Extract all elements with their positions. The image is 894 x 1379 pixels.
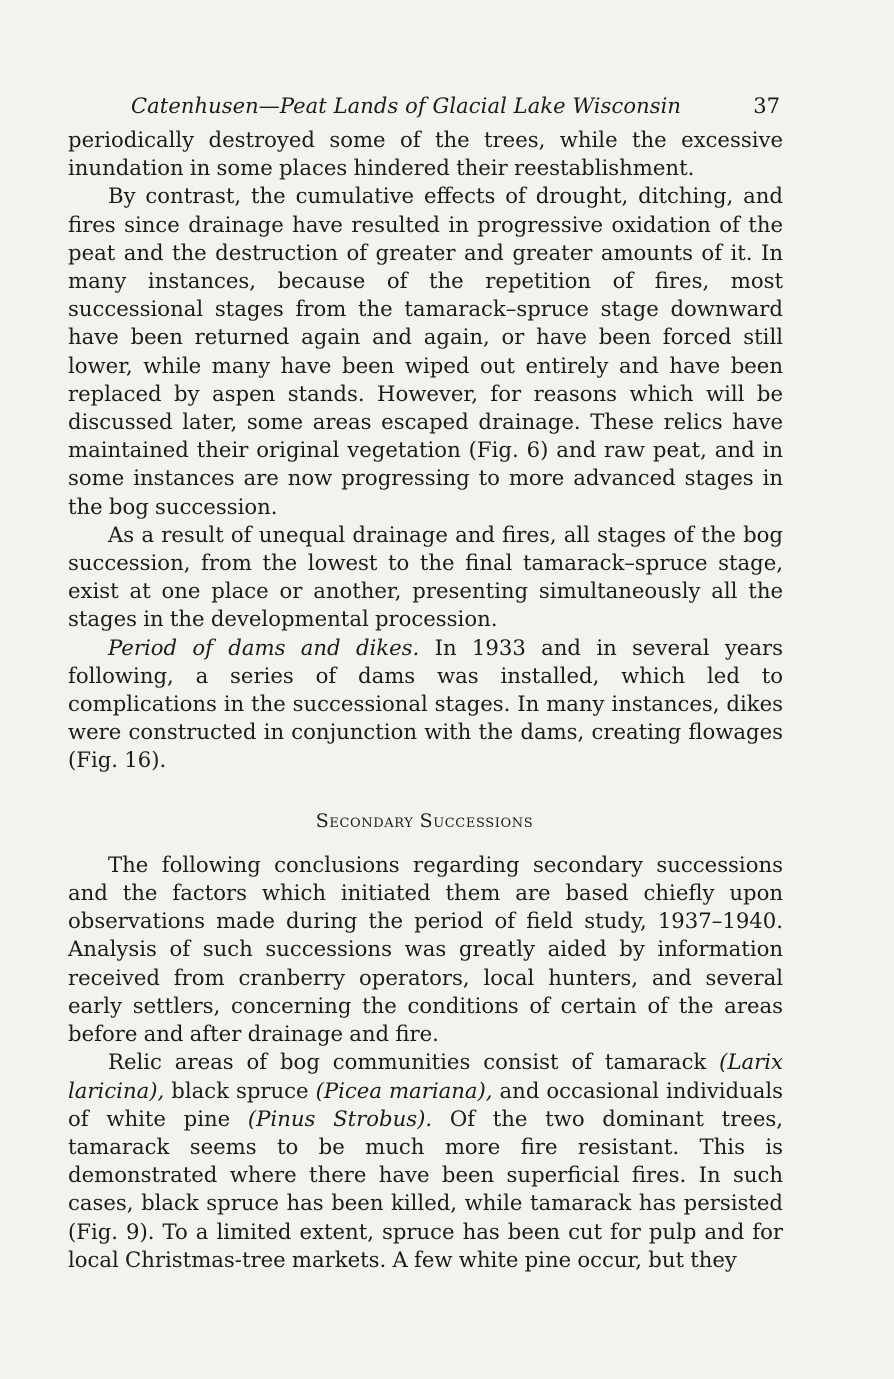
paragraph-text: In 1933 and in several years following, a series of dams was installed, which led to complications in the successional stages. In many instances, dikes were constructed in conjunction with the dams, creating flowages (Fig. 16). (68, 634, 783, 773)
page-number: 37 (753, 94, 780, 118)
paragraph-drainage-effects: By contrast, the cumulative effects of drought, ditching, and fires since drainage have resulted in progressive oxidation of the peat and the destruction of greater and greater amounts of it. In many instances, because of the repetition of fires, most successional stages from the tamarack–spruce stage downward have been returned again and again, or have been forced still lower, while many have been wiped out entirely and have been replaced by aspen stands. However, for reasons which will be discussed later, some areas escaped drainage. These relics have maintained their original vegetation (Fig. 6) and raw peat, and in some instances are now progressing to more advanced stages in the bog succession. (68, 183, 783, 519)
paragraph-relic-areas (68, 1048, 783, 1274)
book-page (68, 92, 783, 1274)
body-text (68, 126, 783, 1274)
run-in-heading: Period of dams and dikes. (108, 634, 420, 660)
text-run: Of the two dominant trees, tamarack seems to be much more fire resistant. This is demonstrated where there have been superficial fires. In such cases, black spruce has been killed, while tamarack has persisted (Fig. 9). To a limited extent, spruce has been cut for pulp and for local Christmas-tree markets. A few white pine occur, but they (68, 1105, 783, 1272)
section-heading: Secondary Successions (315, 809, 534, 832)
paragraph-unequal-drainage: As a result of unequal drainage and fires, all stages of the bog succession, from the lowest to the final tamarack–spruce stage, exist at one place or another, presenting simultaneously all the stages in the developmental procession. (68, 521, 783, 632)
running-title: Catenhusen—Peat Lands of Glacial Lake Wisconsin (131, 94, 682, 118)
latin-name: (Pinus Strobus). (247, 1105, 433, 1131)
running-head (68, 92, 783, 126)
latin-name: (Picea mariana), (315, 1077, 493, 1103)
paragraph-conclusions: The following conclusions regarding secondary successions and the factors which initiated them are based chiefly upon observations made during the period of field study, 1937–1940. Analysis of such successions was greatly aided by information received from cranberry operators, local hunters, and several early settlers, concerning the conditions of certain of the areas before and after drainage and fire. (68, 851, 783, 1047)
text-run: Relic areas of bog communities consist of tamarack (108, 1049, 720, 1075)
paragraph-continuation: periodically destroyed some of the trees, while the excessive inundation in some places hindered their reestablishment. (68, 127, 783, 181)
text-run: and occasional individuals of white pine (68, 1077, 784, 1131)
text-run: black spruce (164, 1077, 316, 1103)
paragraph-dams-and-dikes (68, 634, 783, 775)
latin-name: (Larix laricina), (68, 1049, 783, 1103)
